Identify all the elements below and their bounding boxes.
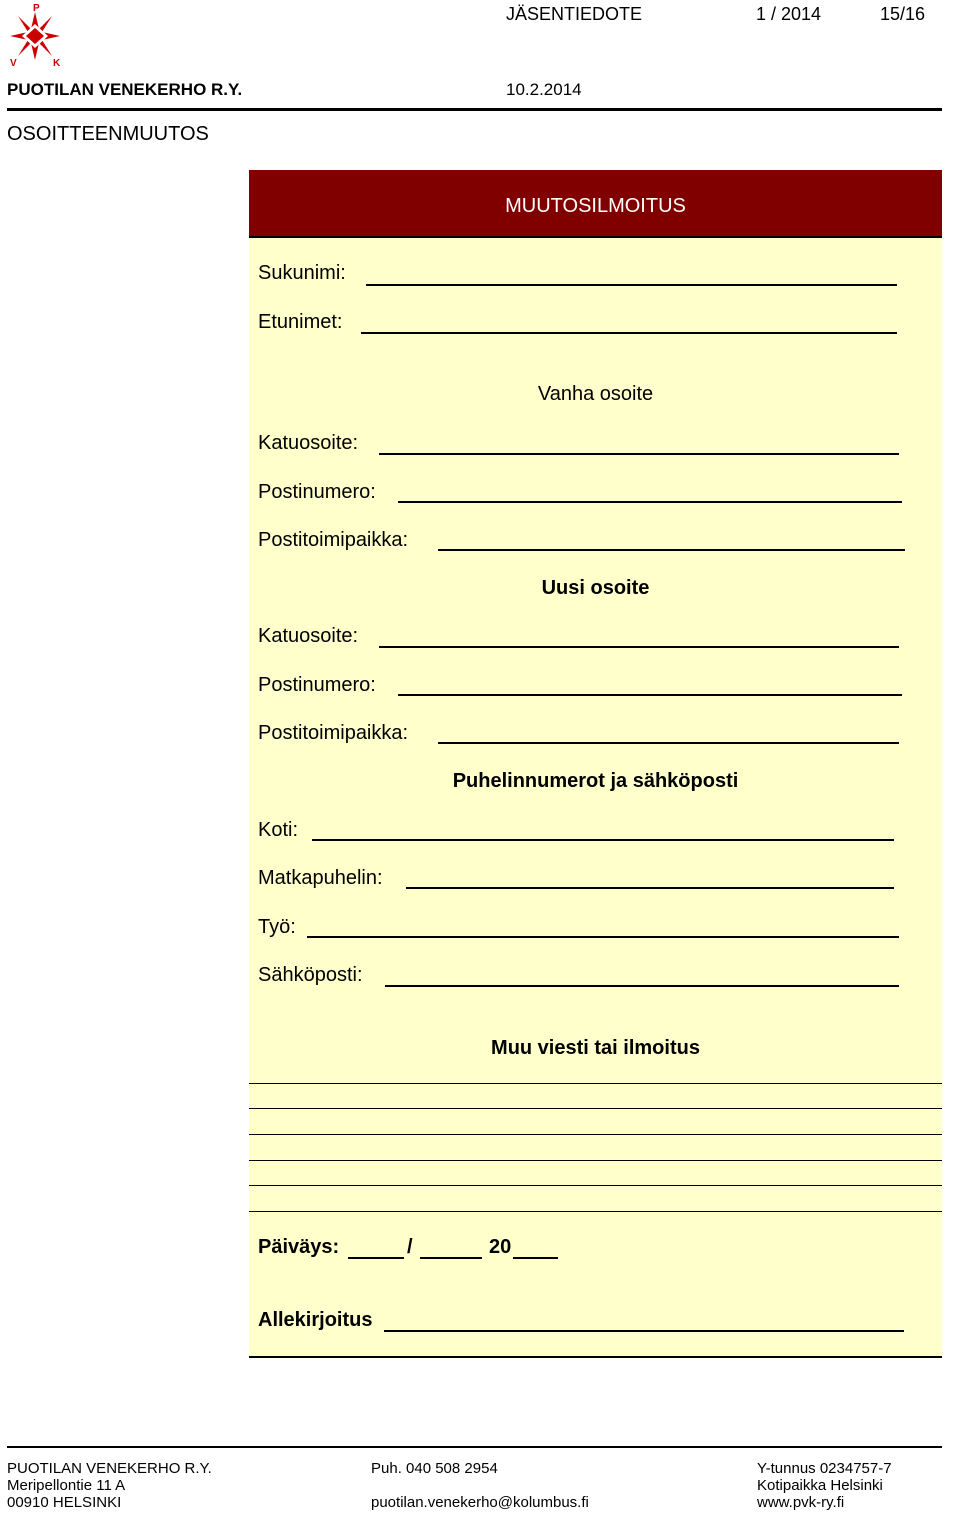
new-address-heading: Uusi osoite: [541, 577, 650, 599]
old-street-field[interactable]: [379, 453, 899, 455]
section-title: OSOITTEENMUUTOS: [7, 123, 209, 145]
message-line[interactable]: [249, 1160, 942, 1161]
footer-rule: [7, 1446, 942, 1448]
date-century: 20: [489, 1236, 512, 1258]
surname-field[interactable]: [366, 284, 897, 286]
email-field[interactable]: [385, 985, 899, 987]
footer-email[interactable]: puotilan.venekerho@kolumbus.fi: [371, 1494, 589, 1511]
date-month-field[interactable]: [420, 1257, 482, 1259]
date-year-field[interactable]: [513, 1257, 558, 1259]
footer-business-id: Y-tunnus 0234757-7: [757, 1460, 892, 1477]
footer-org-name: PUOTILAN VENEKERHO R.Y.: [7, 1460, 212, 1477]
header-rule: [7, 108, 942, 111]
form-head-rule: [249, 236, 942, 238]
work-phone-field[interactable]: [307, 936, 899, 938]
signature-label: Allekirjoitus: [258, 1309, 373, 1331]
new-street-label: Katuosoite:: [258, 625, 359, 647]
firstnames-field[interactable]: [361, 332, 897, 334]
email-label: Sähköposti:: [258, 964, 363, 986]
date-separator: /: [407, 1236, 413, 1258]
message-line[interactable]: [249, 1211, 942, 1212]
home-phone-label: Koti:: [258, 819, 299, 841]
form-bottom-rule: [249, 1356, 942, 1358]
form-title: MUUTOSILMOITUS: [249, 170, 942, 236]
footer-postal: 00910 HELSINKI: [7, 1494, 122, 1511]
footer-domicile: Kotipaikka Helsinki: [757, 1477, 883, 1494]
footer-phone: Puh. 040 508 2954: [371, 1460, 498, 1477]
message-line[interactable]: [249, 1083, 942, 1084]
logo-letter-right: K: [53, 58, 61, 69]
change-form: [249, 170, 942, 1358]
new-city-label: Postitoimipaikka:: [258, 722, 409, 744]
work-phone-label: Työ:: [258, 916, 296, 938]
new-postcode-field[interactable]: [398, 694, 902, 696]
old-postcode-field[interactable]: [398, 501, 902, 503]
footer-street: Meripellontie 11 A: [7, 1477, 126, 1494]
old-city-label: Postitoimipaikka:: [258, 529, 409, 551]
doc-title: JÄSENTIEDOTE: [506, 4, 643, 24]
message-line[interactable]: [249, 1134, 942, 1135]
new-city-field[interactable]: [438, 742, 899, 744]
mobile-phone-field[interactable]: [406, 887, 894, 889]
footer-website[interactable]: www.pvk-ry.fi: [757, 1494, 845, 1511]
message-line[interactable]: [249, 1108, 942, 1109]
new-postcode-label: Postinumero:: [258, 674, 376, 696]
mobile-phone-label: Matkapuhelin:: [258, 867, 383, 889]
logo-letter-left: V: [10, 58, 17, 69]
surname-label: Sukunimi:: [258, 262, 346, 284]
firstnames-label: Etunimet:: [258, 311, 343, 333]
message-line[interactable]: [249, 1185, 942, 1186]
old-street-label: Katuosoite:: [258, 432, 359, 454]
logo-letter-top: P: [33, 3, 40, 14]
header-date: 10.2.2014: [506, 80, 582, 99]
message-heading: Muu viesti tai ilmoitus: [491, 1037, 700, 1059]
issue-number: 1 / 2014: [756, 4, 822, 24]
new-street-field[interactable]: [379, 646, 899, 648]
old-postcode-label: Postinumero:: [258, 481, 376, 503]
signature-field[interactable]: [384, 1330, 904, 1332]
old-address-heading: Vanha osoite: [537, 383, 654, 405]
date-label: Päiväys:: [258, 1236, 340, 1258]
organization-name: PUOTILAN VENEKERHO R.Y.: [7, 80, 243, 99]
contact-heading: Puhelinnumerot ja sähköposti: [452, 770, 739, 792]
home-phone-field[interactable]: [312, 839, 894, 841]
date-day-field[interactable]: [348, 1257, 404, 1259]
club-logo: [4, 2, 66, 70]
old-city-field[interactable]: [438, 549, 905, 551]
page-number: 15/16: [880, 4, 926, 24]
